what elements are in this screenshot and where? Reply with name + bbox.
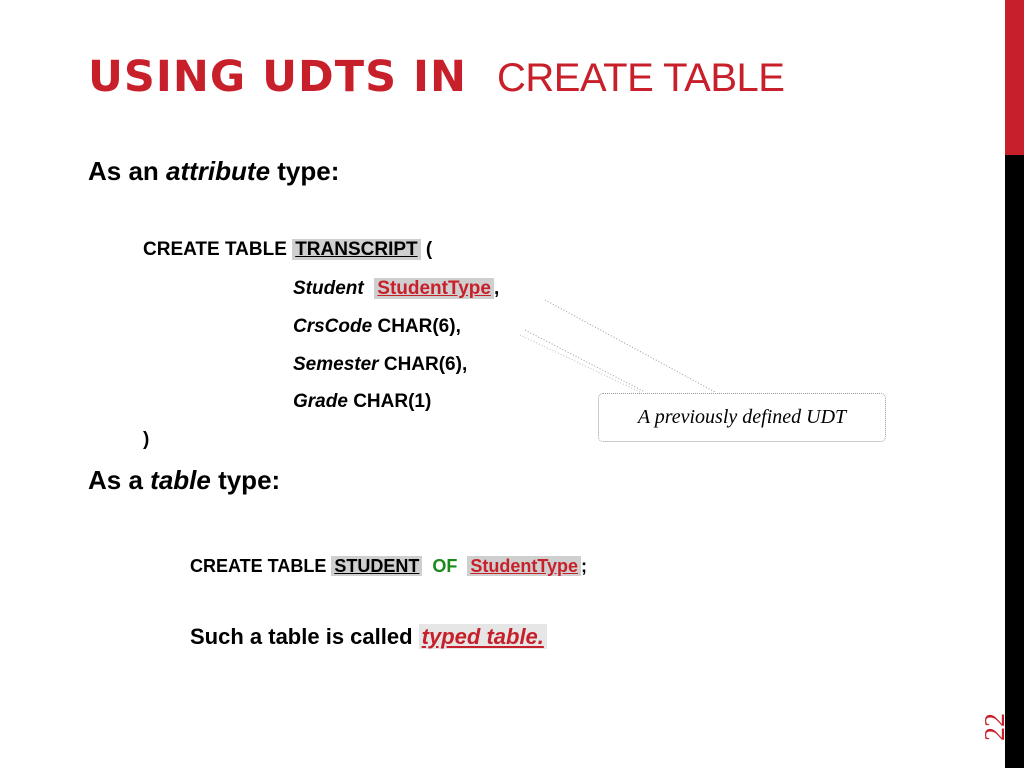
type-char6-b: CHAR(6), — [378, 354, 468, 375]
type-char6-a: CHAR(6), — [372, 316, 461, 337]
section2-prefix: As a — [88, 465, 151, 495]
typed-table-note — [190, 624, 547, 650]
code2-type: StudentType — [467, 556, 581, 576]
attr-student: Student — [293, 278, 364, 299]
page-number: 22 — [980, 713, 1011, 741]
code1-line4 — [293, 354, 467, 376]
attr-grade: Grade — [293, 391, 348, 412]
code2-table-name: STUDENT — [331, 556, 422, 576]
section2-emph: table — [150, 465, 211, 495]
section1-suffix: type: — [270, 156, 340, 186]
slide-title — [88, 52, 784, 102]
note-emph: typed table. — [419, 624, 547, 649]
section1-prefix: As an — [88, 156, 167, 186]
code2-keyword: CREATE TABLE — [190, 556, 332, 576]
type-studenttype: StudentType — [374, 278, 494, 299]
section-heading-table — [88, 465, 280, 496]
code1-line1 — [143, 239, 432, 261]
section2-suffix: type: — [210, 465, 281, 495]
code1-line5 — [293, 391, 431, 413]
note-text: Such a table is called — [190, 624, 419, 649]
code1-paren-open: ( — [420, 239, 433, 260]
attr-semester: Semester — [293, 354, 379, 375]
code2-line — [190, 556, 587, 577]
udt-callout: A previously defined UDT — [598, 393, 886, 442]
code2-semicolon: ; — [581, 556, 588, 576]
code1-keyword: CREATE TABLE — [143, 239, 293, 260]
section1-emph: attribute — [166, 156, 271, 186]
accent-bar-black — [1005, 155, 1024, 768]
section-heading-attribute — [88, 156, 339, 187]
accent-bar-red — [1005, 0, 1024, 155]
comma: , — [493, 278, 500, 299]
type-char1: CHAR(1) — [347, 391, 432, 412]
attr-crscode: CrsCode — [293, 316, 373, 337]
code1-paren-close: ) — [143, 429, 150, 450]
code1-line2 — [293, 278, 499, 300]
code1-line3 — [293, 316, 461, 338]
title-part2: CREATE TABLE — [497, 56, 785, 100]
code2-of: OF — [432, 556, 458, 576]
title-part1: USING UDTS IN — [88, 52, 468, 102]
code1-table-name: TRANSCRIPT — [292, 239, 420, 260]
